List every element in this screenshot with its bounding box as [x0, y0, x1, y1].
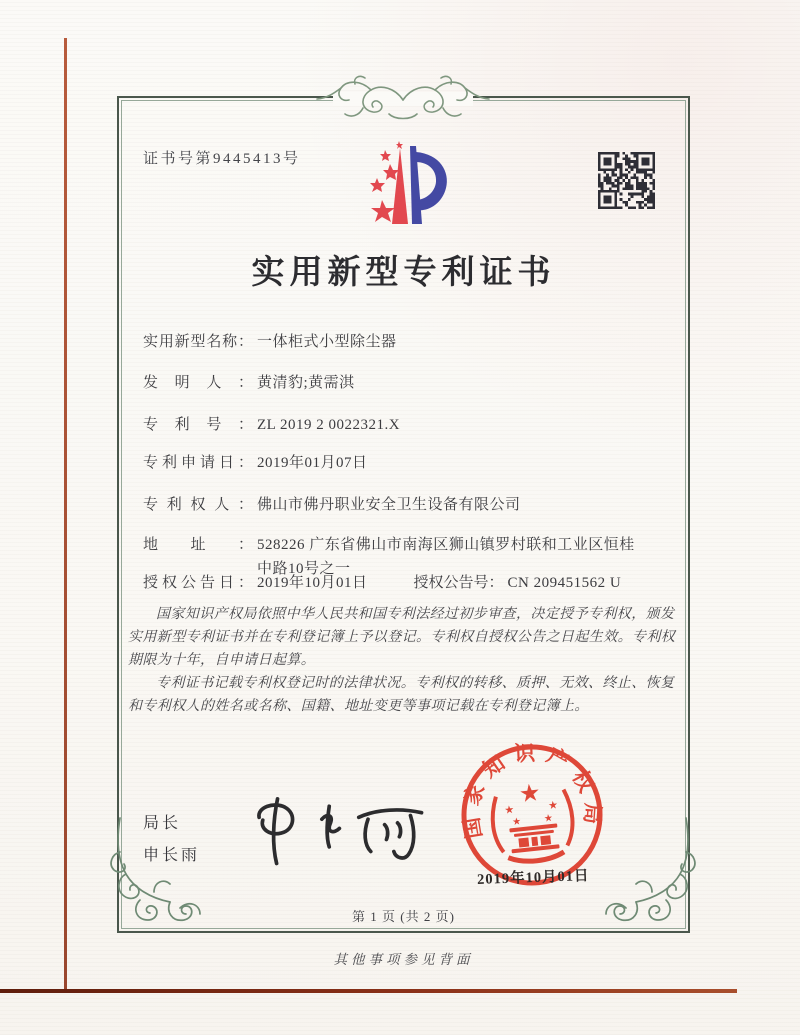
field-value: 一体柜式小型除尘器: [257, 334, 397, 350]
field-row-name: [143, 330, 397, 354]
director-signature: [248, 786, 428, 881]
field-label-grant-no: 授权公告号：: [413, 575, 504, 591]
field-label: 地址：: [143, 537, 253, 553]
field-label: 发明人：: [143, 375, 253, 391]
photo-bottom-edge-line: [0, 989, 737, 993]
svg-text:★: ★: [511, 816, 522, 829]
page-number: 第 1 页 (共 2 页): [352, 909, 455, 924]
seal-agency-text: 国家知识产权局: [457, 740, 606, 841]
field-value: 2019年01月07日: [257, 455, 368, 471]
field-value: ZL 2019 2 0022321.X: [257, 417, 401, 433]
back-note: 其他事项参见背面: [333, 952, 474, 967]
legal-paragraph-1: 国家知识产权局依照中华人民共和国专利法经过初步审查，决定授予专利权，颁发实用新型专利证书并在专利登记簿上予以登记。专利权自授权公告之日起生效。专利权期限为十年，自申请日起算。: [128, 607, 676, 668]
svg-text:★: ★: [517, 780, 542, 809]
field-row-filing-date: [143, 451, 368, 475]
field-label: 专利权人：: [143, 497, 253, 513]
field-row-inventor: [143, 371, 355, 395]
seal-date: 2019年10月01日: [476, 868, 590, 888]
field-row-patent-number: [143, 413, 400, 437]
director-name: 申长雨: [143, 847, 201, 864]
svg-text:★: ★: [547, 799, 559, 813]
field-value: 528226 广东省佛山市南海区狮山镇罗村联和工业区恒桂: [257, 537, 635, 553]
certificate-number: 证书号第9445413号: [143, 151, 301, 167]
field-row-grant: [143, 571, 621, 595]
field-label: 授权公告日：: [143, 575, 253, 591]
field-value: 2019年10月01日: [257, 575, 368, 591]
field-label: 专利号：: [143, 417, 253, 433]
field-value-grant-no: CN 209451562 U: [507, 575, 622, 591]
legal-paragraph-2: 专利证书记载专利权登记时的法律状况。专利权的转移、质押、无效、终止、恢复和专利权人的姓名或名称、国籍、地址变更等事项记载在专利登记簿上。: [128, 676, 675, 714]
field-value: 佛山市佛丹职业安全卫生设备有限公司: [257, 497, 521, 513]
field-label: 实用新型名称：: [143, 334, 253, 350]
cnipa-logo-icon: [352, 138, 452, 234]
legal-text-block: [128, 603, 682, 718]
photo-left-edge-line: [64, 38, 67, 990]
field-value-line2: 中路10号之一: [257, 561, 351, 577]
field-row-patentee: [143, 493, 521, 517]
field-label: 专利申请日：: [143, 455, 253, 471]
svg-text:★: ★: [543, 812, 554, 825]
qr-code: [598, 152, 655, 209]
svg-text:★: ★: [503, 803, 515, 817]
director-title: 局长: [143, 815, 182, 832]
field-value: 黄清豹;黄需淇: [257, 375, 355, 391]
certificate-title: 实用新型专利证书: [251, 255, 556, 291]
seal-national-emblem: [489, 777, 576, 865]
